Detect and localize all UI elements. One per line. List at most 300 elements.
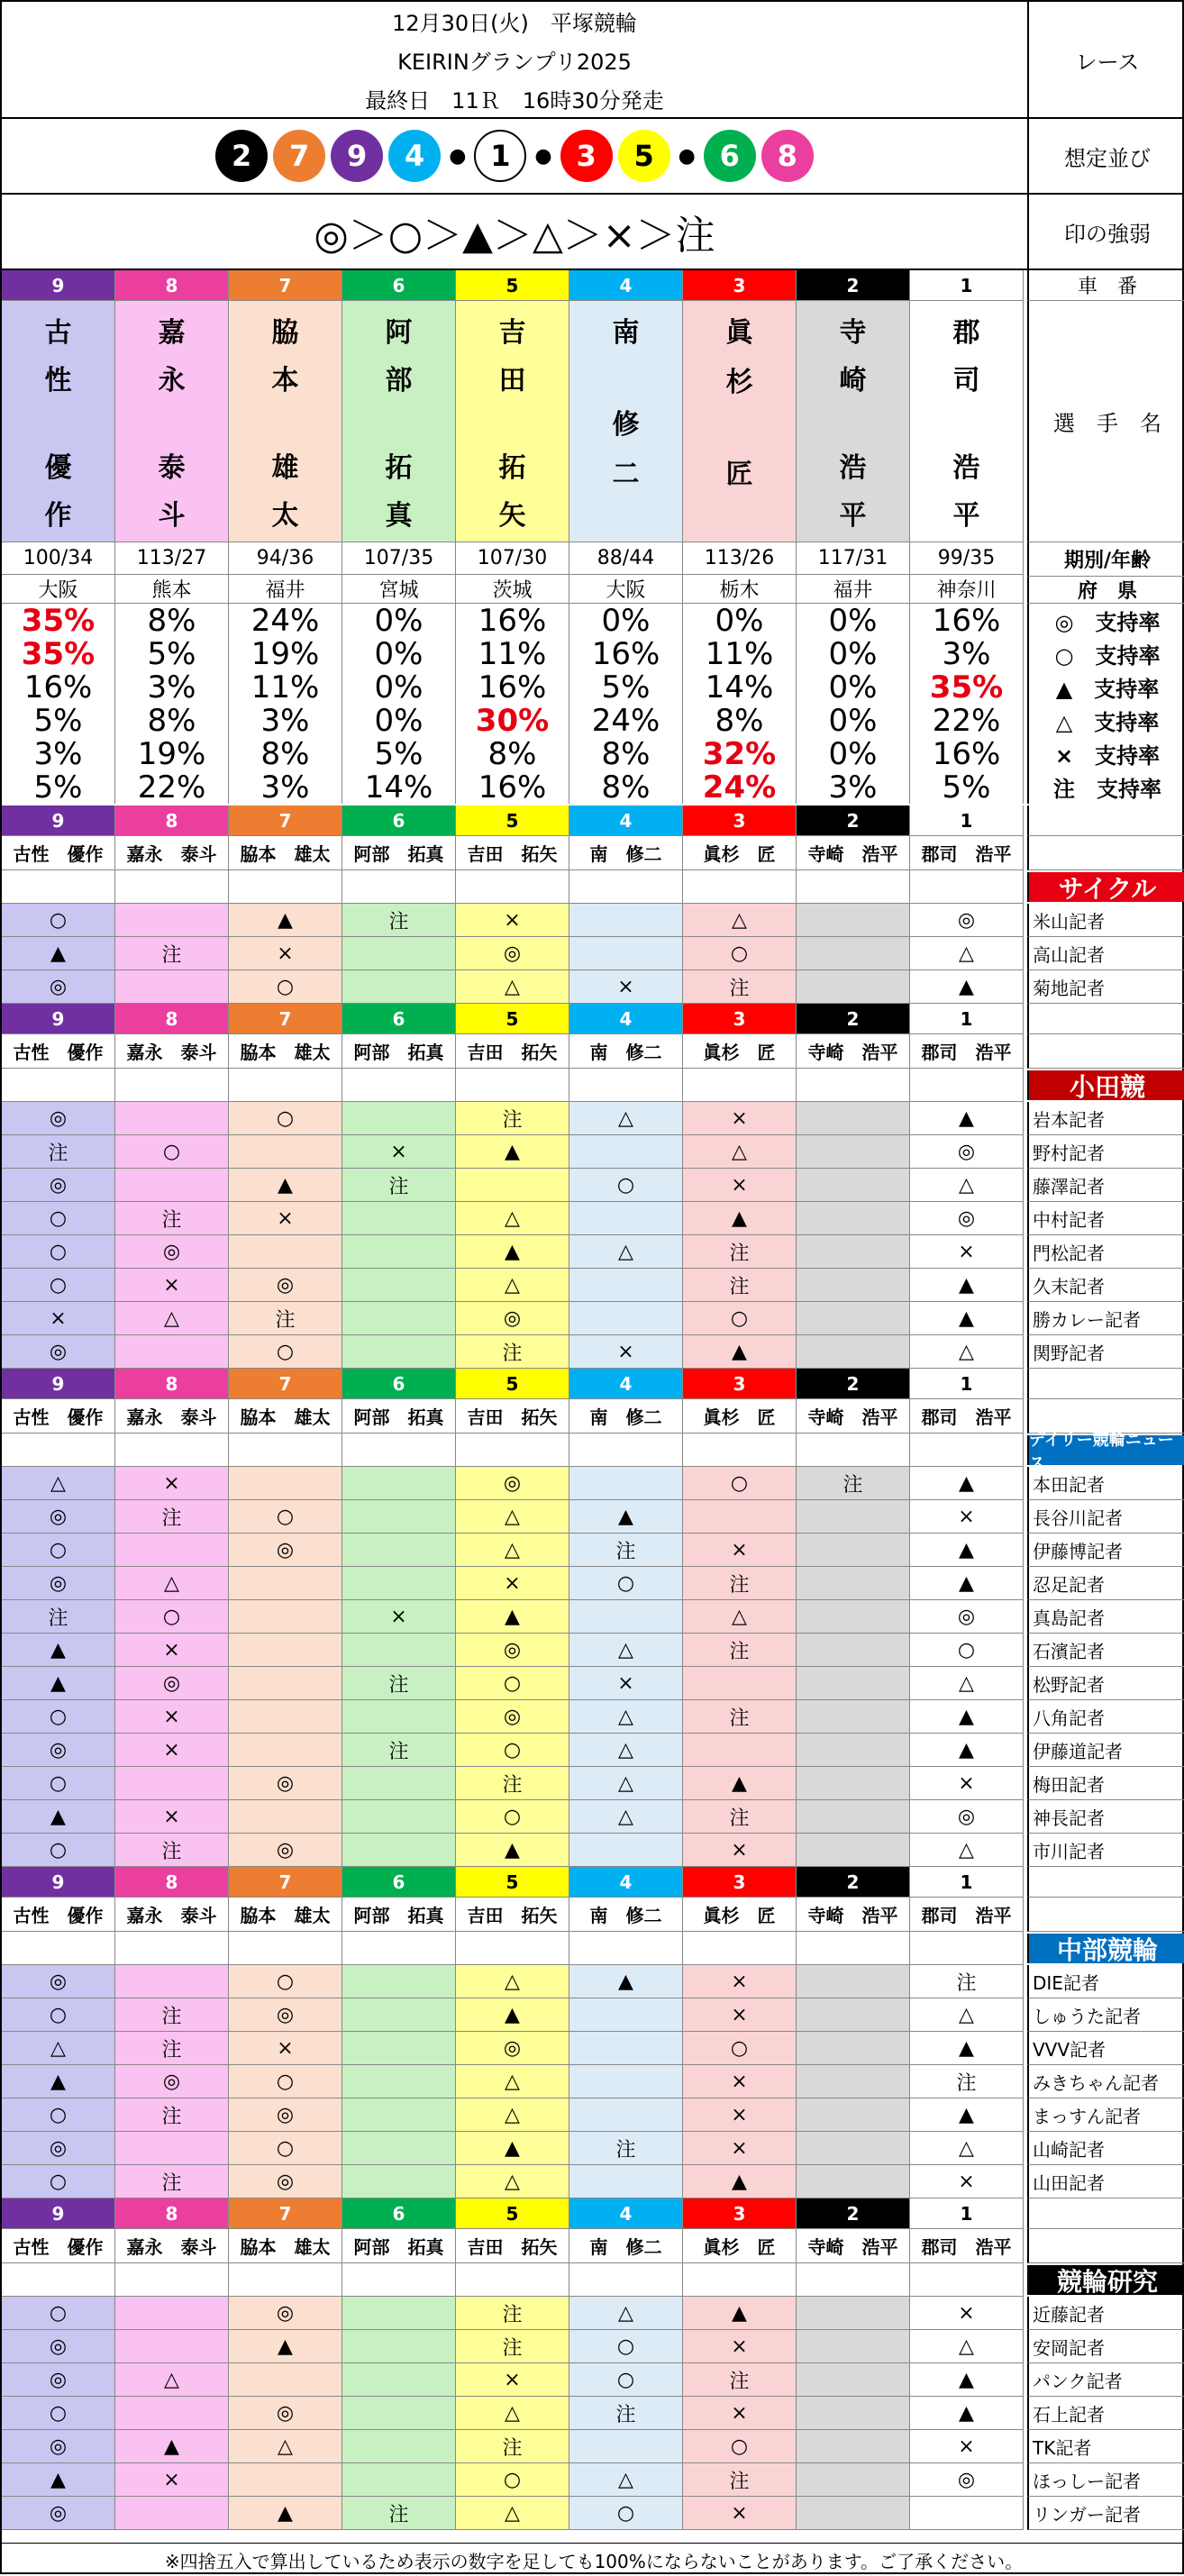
- mark-cell: [115, 970, 229, 1004]
- mark-cell: [229, 1634, 342, 1667]
- mark-cell: 注: [2, 1600, 115, 1634]
- section-rider-name: 嘉永 泰斗: [115, 836, 229, 870]
- rider-name-char: 部: [385, 365, 413, 396]
- mark-cell: ▲: [229, 2497, 342, 2530]
- mark-cell: 注: [342, 1667, 456, 1700]
- mark-cell: [342, 1202, 456, 1235]
- mark-cell: 注: [115, 1834, 229, 1867]
- section-rider-number: 3: [683, 1004, 797, 1034]
- rider-name-char: 崎: [839, 365, 867, 396]
- reporter-name: しゅうた記者: [1027, 1998, 1184, 2032]
- mark-cell: [797, 1169, 910, 1202]
- mark-cell: [229, 2463, 342, 2497]
- mark-cell: [569, 1600, 683, 1634]
- mark-cell: ◎: [2, 2330, 115, 2363]
- mark-cell: ○: [229, 1335, 342, 1369]
- mark-cell: ▲: [456, 1600, 569, 1634]
- mark-cell: ○: [569, 1567, 683, 1600]
- section-number-spacer: [1027, 806, 1184, 836]
- mark-cell: ◎: [2, 1965, 115, 1998]
- mark-cell: ◎: [115, 1667, 229, 1700]
- mark-cell: 注: [342, 1169, 456, 1202]
- mark-cell: △: [910, 1667, 1024, 1700]
- reporter-name: 藤澤記者: [1027, 1169, 1184, 1202]
- mark-cell: ◎: [2, 1335, 115, 1369]
- mark-cell: 注: [456, 1102, 569, 1135]
- mark-cell: [910, 2497, 1024, 2530]
- mark-cell: △: [456, 2497, 569, 2530]
- rider-name-char: [961, 405, 970, 437]
- section-rider-number: 4: [569, 1004, 683, 1034]
- mark-cell: ▲: [2, 1667, 115, 1700]
- mark-cell: ○: [569, 2330, 683, 2363]
- section-blank: [797, 2263, 910, 2297]
- rider-period: 94/36: [229, 542, 342, 575]
- section-blank: [115, 870, 229, 904]
- section-rider-number: 5: [456, 806, 569, 836]
- mark-cell: 注: [683, 1700, 797, 1734]
- section-rider-name: 南 修二: [569, 2229, 683, 2263]
- mark-cell: 注: [456, 1767, 569, 1800]
- mark-cell: [229, 1700, 342, 1734]
- mark-cell: ▲: [2, 1634, 115, 1667]
- section-blank: [456, 1069, 569, 1102]
- mark-cell: △: [456, 1202, 569, 1235]
- rider-name-char: 古: [44, 317, 72, 349]
- mark-cell: ▲: [910, 970, 1024, 1004]
- section-rider-number: 4: [569, 806, 683, 836]
- mark-cell: [569, 1269, 683, 1302]
- section-rider-name: 郡司 浩平: [910, 1399, 1024, 1434]
- mark-cell: [342, 1767, 456, 1800]
- support-value: 0%: [569, 604, 683, 637]
- mark-cell: [115, 2397, 229, 2430]
- section-number-spacer: [1027, 1369, 1184, 1399]
- rider-prefecture: 宮城: [342, 575, 456, 604]
- mark-cell: ×: [910, 1235, 1024, 1269]
- rider-name: [229, 301, 342, 542]
- rider-name-char: [621, 501, 630, 532]
- mark-cell: ◎: [910, 904, 1024, 937]
- section-rider-number: 7: [229, 1369, 342, 1399]
- section-rider-number: 1: [910, 1369, 1024, 1399]
- mark-cell: ▲: [2, 2065, 115, 2098]
- mark-cell: ▲: [229, 904, 342, 937]
- section-name-spacer: [1027, 2229, 1184, 2263]
- section-banner: デイリー競輪ニュース: [1027, 1435, 1184, 1465]
- strength-text: ◎＞○＞▲＞△＞×＞注: [2, 195, 1027, 270]
- rider-name-char: [621, 360, 630, 391]
- mark-cell: ○: [683, 937, 797, 970]
- rider-name-char: 性: [44, 365, 72, 396]
- section-rider-number: 8: [115, 1369, 229, 1399]
- section-rider-name: 脇本 雄太: [229, 1399, 342, 1434]
- section-rider-name: 郡司 浩平: [910, 2229, 1024, 2263]
- mark-cell: ×: [2, 1302, 115, 1335]
- section-rider-name: 阿部 拓真: [342, 836, 456, 870]
- mark-cell: 注: [683, 1235, 797, 1269]
- rider-number: 1: [910, 270, 1024, 301]
- mark-cell: [229, 1800, 342, 1834]
- section-rider-name: 嘉永 泰斗: [115, 1399, 229, 1434]
- rider-number: 6: [342, 270, 456, 301]
- section-rider-name: 吉田 拓矢: [456, 2229, 569, 2263]
- mark-cell: ▲: [2, 937, 115, 970]
- reporter-name: 八角記者: [1027, 1700, 1184, 1734]
- reporter-name: ほっしー記者: [1027, 2463, 1184, 2497]
- support-value: 22%: [115, 770, 229, 804]
- support-value: 3%: [910, 637, 1024, 670]
- mark-cell: ○: [2, 2397, 115, 2430]
- rider-name-char: 眞: [725, 317, 753, 349]
- mark-cell: [569, 1834, 683, 1867]
- section-blank: [797, 1434, 910, 1467]
- reporter-name: 米山記者: [1027, 904, 1184, 937]
- header-line1: 12月30日(火) 平塚競輪: [392, 10, 637, 36]
- rider-number: 2: [797, 270, 910, 301]
- lineup: [2, 119, 1027, 195]
- section-rider-number: 1: [910, 2198, 1024, 2229]
- section-blank: [115, 1434, 229, 1467]
- section-rider-number: 8: [115, 1004, 229, 1034]
- mark-cell: ○: [229, 970, 342, 1004]
- support-value: 5%: [115, 637, 229, 670]
- mark-cell: 注: [115, 1998, 229, 2032]
- section-rider-name: 寺崎 浩平: [797, 2229, 910, 2263]
- reporter-name: 近藤記者: [1027, 2297, 1184, 2330]
- section-rider-number: 8: [115, 2198, 229, 2229]
- mark-cell: ◎: [456, 1634, 569, 1667]
- mark-cell: [342, 2330, 456, 2363]
- mark-cell: 注: [342, 1734, 456, 1767]
- mark-cell: ◎: [229, 1534, 342, 1567]
- lineup-separator: ●: [534, 144, 552, 168]
- mark-cell: [229, 1135, 342, 1169]
- mark-cell: [797, 1634, 910, 1667]
- mark-cell: △: [2, 2032, 115, 2065]
- section-rider-name: 古性 優作: [2, 836, 115, 870]
- mark-cell: △: [683, 904, 797, 937]
- mark-cell: ×: [683, 1998, 797, 2032]
- rider-name-char: 永: [158, 365, 186, 396]
- mark-cell: [342, 1800, 456, 1834]
- rider-name-char: 南: [612, 317, 640, 349]
- reporter-name: リンガー記者: [1027, 2497, 1184, 2530]
- mark-cell: △: [569, 1800, 683, 1834]
- mark-cell: 注: [115, 937, 229, 970]
- support-value: 8%: [569, 737, 683, 770]
- section-blank: [797, 1069, 910, 1102]
- mark-cell: [797, 1834, 910, 1867]
- mark-cell: [229, 1467, 342, 1500]
- section-rider-name: 古性 優作: [2, 1399, 115, 1434]
- reporter-name: DIE記者: [1027, 1965, 1184, 1998]
- mark-cell: ×: [910, 1500, 1024, 1534]
- support-value: 5%: [569, 670, 683, 704]
- mark-cell: ▲: [456, 1998, 569, 2032]
- section-rider-number: 9: [2, 1004, 115, 1034]
- mark-cell: ▲: [456, 1834, 569, 1867]
- mark-cell: [342, 2430, 456, 2463]
- mark-cell: 注: [683, 2363, 797, 2397]
- section-blank: [229, 2263, 342, 2297]
- reporter-name: 本田記者: [1027, 1467, 1184, 1500]
- section-rider-name: 寺崎 浩平: [797, 1034, 910, 1069]
- mark-cell: ▲: [229, 1169, 342, 1202]
- mark-cell: △: [115, 1567, 229, 1600]
- mark-cell: ×: [115, 1467, 229, 1500]
- support-value: 8%: [683, 704, 797, 737]
- section-blank: [683, 1434, 797, 1467]
- rider-name-char: [507, 405, 516, 437]
- mark-cell: ×: [683, 2497, 797, 2530]
- mark-cell: ×: [683, 2098, 797, 2132]
- mark-cell: [797, 1800, 910, 1834]
- mark-cell: ◎: [456, 1302, 569, 1335]
- mark-cell: ○: [2, 1534, 115, 1567]
- section-blank: [115, 1932, 229, 1965]
- rider-name-char: 阿: [385, 317, 413, 349]
- rider-number: 7: [229, 270, 342, 301]
- section-blank: [115, 1069, 229, 1102]
- mark-cell: [797, 970, 910, 1004]
- rider-name: [2, 301, 115, 542]
- section-banner: 小田競: [1027, 1070, 1184, 1100]
- mark-cell: ×: [115, 2463, 229, 2497]
- rider-name-char: 平: [952, 500, 980, 532]
- reporter-name: 神長記者: [1027, 1800, 1184, 1834]
- mark-cell: [456, 1169, 569, 1202]
- mark-cell: ○: [910, 1634, 1024, 1667]
- mark-cell: [342, 970, 456, 1004]
- support-value: 11%: [456, 637, 569, 670]
- mark-cell: ◎: [229, 1269, 342, 1302]
- mark-cell: [342, 2297, 456, 2330]
- mark-cell: ×: [115, 1634, 229, 1667]
- header-line3: 最終日 11Ｒ 16時30分発走: [2, 79, 1027, 119]
- mark-cell: △: [456, 1965, 569, 1998]
- prefecture-label: 府 県: [1027, 577, 1184, 604]
- mark-cell: 注: [683, 2463, 797, 2497]
- support-value: 5%: [2, 770, 115, 804]
- mark-cell: △: [456, 1500, 569, 1534]
- support-value: 0%: [683, 604, 797, 637]
- lineup-number-9: 9: [331, 130, 383, 182]
- mark-cell: ◎: [2, 1734, 115, 1767]
- mark-cell: [115, 1102, 229, 1135]
- mark-cell: [683, 1500, 797, 1534]
- mark-cell: 注: [115, 1500, 229, 1534]
- rider-name: [569, 301, 683, 542]
- mark-cell: [797, 1767, 910, 1800]
- rider-name-char: 杉: [725, 367, 753, 399]
- section-blank: [342, 2263, 456, 2297]
- mark-cell: [342, 2098, 456, 2132]
- period-label: 期別/年齢: [1027, 542, 1184, 577]
- mark-cell: [342, 2397, 456, 2430]
- mark-cell: 注: [456, 1335, 569, 1369]
- mark-cell: ×: [683, 1169, 797, 1202]
- support-value: 14%: [342, 770, 456, 804]
- section-blank: [342, 870, 456, 904]
- mark-cell: △: [456, 1534, 569, 1567]
- rider-name-char: 泰: [158, 452, 186, 484]
- support-value: 0%: [797, 637, 910, 670]
- mark-cell: ◎: [456, 1700, 569, 1734]
- mark-cell: ◎: [229, 1767, 342, 1800]
- reporter-name: 石上記者: [1027, 2397, 1184, 2430]
- mark-cell: △: [456, 2098, 569, 2132]
- section-rider-name: 郡司 浩平: [910, 1898, 1024, 1932]
- section-rider-number: 4: [569, 1867, 683, 1898]
- section-rider-name: 古性 優作: [2, 1034, 115, 1069]
- mark-cell: [342, 1700, 456, 1734]
- section-rider-name: 眞杉 匠: [683, 1399, 797, 1434]
- section-rider-number: 5: [456, 1369, 569, 1399]
- mark-cell: [569, 2032, 683, 2065]
- mark-cell: ◎: [910, 1202, 1024, 1235]
- section-rider-name: 嘉永 泰斗: [115, 1898, 229, 1932]
- mark-cell: ◎: [2, 1169, 115, 1202]
- mark-cell: [797, 1135, 910, 1169]
- section-blank: [456, 870, 569, 904]
- mark-cell: 注: [683, 1567, 797, 1600]
- reporter-name: 伊藤博記者: [1027, 1534, 1184, 1567]
- rider-name-char: 浩: [839, 452, 867, 484]
- section-blank: [456, 2263, 569, 2297]
- rider-period: 99/35: [910, 542, 1024, 575]
- section-rider-number: 6: [342, 2198, 456, 2229]
- mark-cell: ▲: [456, 1235, 569, 1269]
- mark-cell: ◎: [2, 1567, 115, 1600]
- mark-cell: [342, 1965, 456, 1998]
- section-name-spacer: [1027, 1898, 1184, 1932]
- section-banner: 中部競輪: [1027, 1934, 1184, 1963]
- lineup-number-6: 6: [704, 130, 756, 182]
- mark-cell: [797, 1269, 910, 1302]
- section-blank: [683, 2263, 797, 2297]
- mark-cell: ▲: [456, 2132, 569, 2165]
- reporter-name: 伊藤道記者: [1027, 1734, 1184, 1767]
- mark-cell: [797, 2363, 910, 2397]
- mark-cell: △: [229, 2430, 342, 2463]
- mark-cell: △: [910, 1169, 1024, 1202]
- mark-cell: ×: [683, 1834, 797, 1867]
- support-label: ○ 支持率: [1027, 637, 1184, 670]
- mark-cell: ◎: [2, 2363, 115, 2397]
- section-rider-number: 3: [683, 806, 797, 836]
- mark-cell: ×: [115, 1700, 229, 1734]
- mark-cell: [342, 1302, 456, 1335]
- section-rider-number: 7: [229, 1004, 342, 1034]
- mark-cell: ▲: [910, 1534, 1024, 1567]
- mark-cell: ○: [115, 1600, 229, 1634]
- mark-cell: [229, 1235, 342, 1269]
- support-value: 0%: [342, 637, 456, 670]
- race-label: レース: [1027, 2, 1184, 119]
- support-value: 35%: [910, 670, 1024, 704]
- section-rider-number: 2: [797, 1004, 910, 1034]
- mark-cell: [342, 1500, 456, 1534]
- mark-cell: ◎: [229, 2165, 342, 2198]
- mark-cell: [683, 1667, 797, 1700]
- mark-cell: ▲: [910, 1467, 1024, 1500]
- rider-name-char: 拓: [498, 452, 526, 484]
- mark-cell: ◎: [115, 2065, 229, 2098]
- rider-name-char: 寺: [839, 317, 867, 349]
- mark-cell: △: [569, 1767, 683, 1800]
- lineup-label: 想定並び: [1027, 119, 1184, 195]
- mark-cell: ×: [683, 2330, 797, 2363]
- section-rider-number: 2: [797, 1369, 910, 1399]
- section-blank: [569, 1932, 683, 1965]
- rider-number: 5: [456, 270, 569, 301]
- section-rider-name: 阿部 拓真: [342, 1898, 456, 1932]
- mark-cell: [797, 1235, 910, 1269]
- section-rider-name: 古性 優作: [2, 2229, 115, 2263]
- mark-cell: [569, 2098, 683, 2132]
- mark-cell: ×: [683, 2065, 797, 2098]
- rider-name: [342, 301, 456, 542]
- support-value: 14%: [683, 670, 797, 704]
- rider-name-char: [280, 405, 289, 437]
- mark-cell: ▲: [569, 1965, 683, 1998]
- mark-cell: [342, 2165, 456, 2198]
- mark-cell: [115, 1767, 229, 1800]
- support-label: × 支持率: [1027, 737, 1184, 770]
- mark-cell: ▲: [910, 2098, 1024, 2132]
- section-rider-name: 南 修二: [569, 1898, 683, 1932]
- mark-cell: [115, 904, 229, 937]
- mark-cell: ×: [569, 1667, 683, 1700]
- mark-cell: △: [910, 2330, 1024, 2363]
- mark-cell: ◎: [2, 2132, 115, 2165]
- mark-cell: [797, 2297, 910, 2330]
- mark-cell: ▲: [569, 1500, 683, 1534]
- reporter-name: 山田記者: [1027, 2165, 1184, 2198]
- section-name-spacer: [1027, 836, 1184, 870]
- mark-cell: [342, 1834, 456, 1867]
- section-name-spacer: [1027, 1034, 1184, 1069]
- section-rider-number: 7: [229, 1867, 342, 1898]
- support-value: 32%: [683, 737, 797, 770]
- rider-period: 117/31: [797, 542, 910, 575]
- mark-cell: [797, 2330, 910, 2363]
- rider-name-char: 脇: [271, 317, 299, 349]
- mark-cell: ×: [115, 1800, 229, 1834]
- section-blank: [2, 1434, 115, 1467]
- mark-cell: 注: [910, 2065, 1024, 2098]
- mark-cell: ○: [2, 1834, 115, 1867]
- mark-cell: △: [115, 1302, 229, 1335]
- support-value: 5%: [342, 737, 456, 770]
- reporter-name: 忍足記者: [1027, 1567, 1184, 1600]
- mark-cell: [797, 2032, 910, 2065]
- support-label: 注 支持率: [1027, 770, 1184, 804]
- support-value: 0%: [797, 704, 910, 737]
- mark-cell: [342, 1634, 456, 1667]
- mark-cell: △: [569, 1102, 683, 1135]
- mark-cell: △: [456, 970, 569, 1004]
- section-blank: [115, 2263, 229, 2297]
- mark-cell: 注: [456, 2297, 569, 2330]
- section-rider-number: 9: [2, 1369, 115, 1399]
- mark-cell: ◎: [456, 1467, 569, 1500]
- mark-cell: ▲: [456, 1135, 569, 1169]
- mark-cell: [342, 1567, 456, 1600]
- rider-period: 107/35: [342, 542, 456, 575]
- mark-cell: [569, 937, 683, 970]
